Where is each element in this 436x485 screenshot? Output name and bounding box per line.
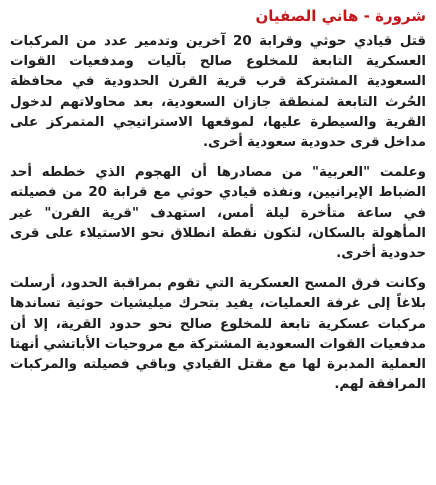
article-byline: شرورة - هاني الصفيان [255, 7, 426, 25]
article-body [10, 32, 426, 395]
article-paragraph-1: قتل قيادي حوثي وقرابة 20 آخرين وتدمير عدد من المركبات العسكرية التابعة للمخلوع صالح بآليات ومدفعيات القوات السعودية المشتركة قرب قرية القرن الحدودية في محافظة الحُرث التابعة لمنطقة جازان السعودية، بعد محاولاتهم لدخول القرية والسيطرة عليها، لموقعها الاستراتيجي المتمركز على مداخل قرى حدودية سعودية أخرى. [10, 34, 426, 151]
article-paragraph-2: وعلمت "العربية" من مصادرها أن الهجوم الذي خططه أحد الضباط الإيرانيين، ونفذه قيادي حوثي مع قرابة 20 من فصيلته في ساعة متأخرة ليلة أمس، استهدف "قرية القرن" غير المأهولة بالسكان، لتكون نقطة انطلاق نحو الاستيلاء على قرى حدودية أخرى. [10, 165, 426, 262]
article-paragraph-3: وكانت فرق المسح العسكرية التي تقوم بمراقبة الحدود، أرسلت بلاغاً إلى غرفة العمليات، يفيد بتحرك ميليشيات حوثية تساندها مركبات عسكرية تابعة للمخلوع صالح نحو حدود القرية، إلا أن مدفعيات القوات السعودية المشتركة مع مروحيات الأباتشي أنهتا العملية المدبرة لها مع مقتل القيادي وباقي فصيلته والمركبات المرافقة لهم. [10, 276, 426, 393]
